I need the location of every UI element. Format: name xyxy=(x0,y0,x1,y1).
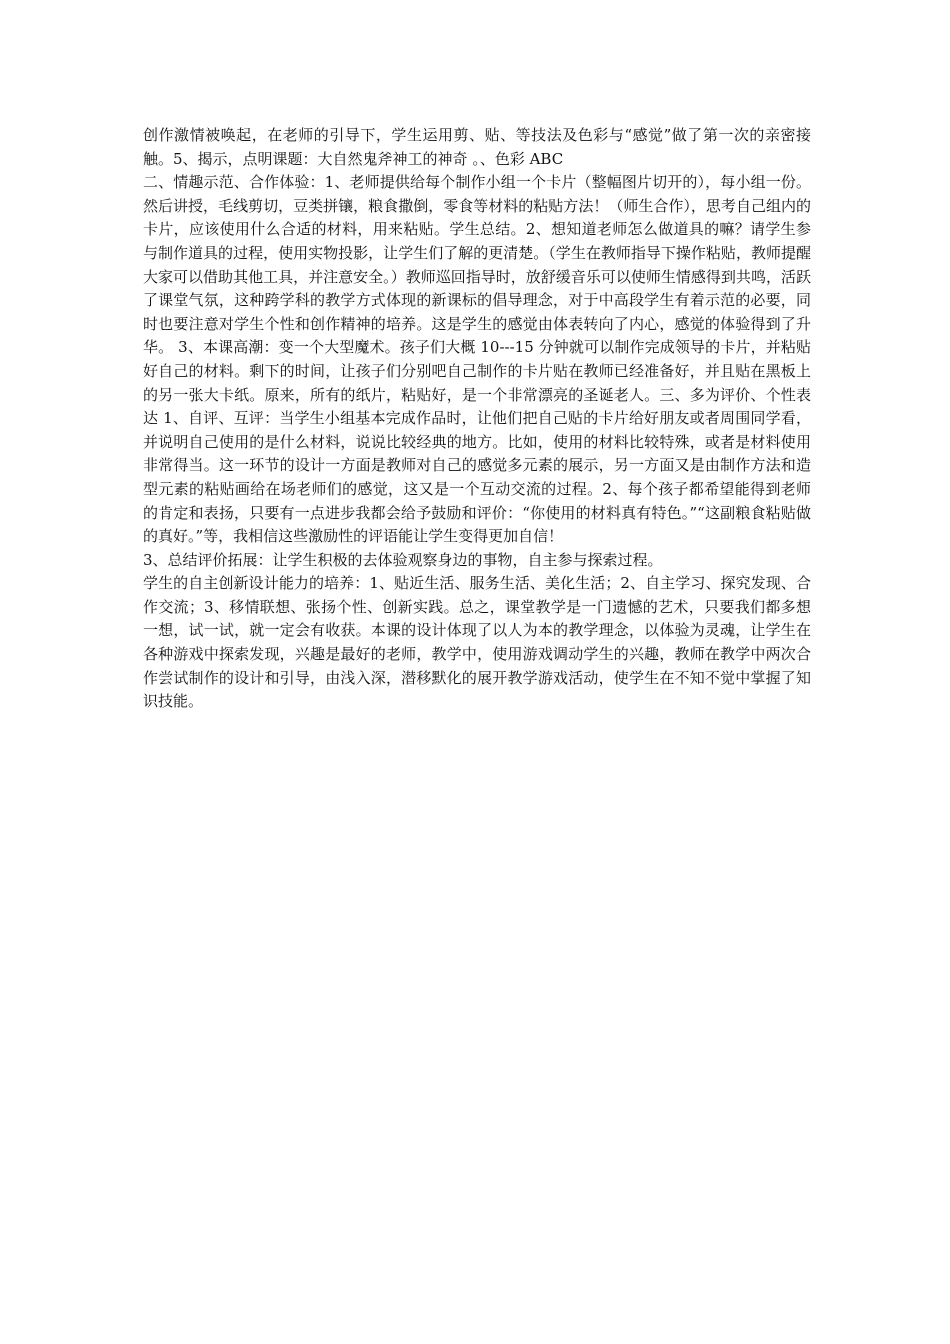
paragraph-section-two: 二、情趣示范、合作体验：1、老师提供给每个制作小组一个卡片（整幅图片切开的），每小组一份。然后讲授，毛线剪切，豆类拼镶，粮食撒倒，零食等材料的粘贴方法！（师生合作），思考自己组内的卡片，应该使用什么合适的材料，用来粘贴。学生总结。2、想知道老师怎么做道具的嘛？请学生参与制作道具的过程，使用实物投影，让学生们了解的更清楚。（学生在教师指导下操作粘贴，教师提醒大家可以借助其他工具，并注意安全。）教师巡回指导时，放舒缓音乐可以使师生情感得到共鸣，活跃了课堂气氛，这种跨学科的教学方式体现的新课标的倡导理念，对于中高段学生有着示范的必要，同时也要注意对学生个性和创作精神的培养。这是学生的感觉由体表转向了内心，感觉的体验得到了升华。 3、本课高潮：变一个大型魔术。孩子们大概 10---15 分钟就可以制作完成领导的卡片，并粘贴好自己的材料。剩下的时间，让孩子们分别吧自己制作的卡片贴在教师已经准备好，并且贴在黑板上的另一张大卡纸。原来，所有的纸片，粘贴好，是一个非常漂亮的圣诞老人。三、多为评价、个性表达 1、自评、互评：当学生小组基本完成作品时，让他们把自己贴的卡片给好朋友或者周围同学看，并说明自己使用的是什么材料，说说比较经典的地方。比如，使用的材料比较特殊，或者是材料使用非常得当。这一环节的设计一方面是教师对自己的感觉多元素的展示，另一方面又是由制作方法和造型元素的粘贴画给在场老师们的感觉，这又是一个互动交流的过程。2、每个孩子都希望能得到老师的肯定和表扬，只要有一点进步我都会给予鼓励和评价：“你使用的材料真有特色。”“这副粮食粘贴做的真好。”等，我相信这些激励性的评语能让学生变得更加自信！ xyxy=(143,173,811,546)
paragraph-summary-extension: 3、总结评价拓展：让学生积极的去体验观察身边的事物，自主参与探索过程。 xyxy=(143,550,663,569)
document-body xyxy=(143,124,811,714)
paragraph-intro: 创作激情被唤起，在老师的引导下，学生运用剪、贴、等技法及色彩与“感觉”做了第一次的亲密接触。5、揭示，点明课题：大自然鬼斧神工的神奇 。、色彩 ABC xyxy=(143,126,811,168)
paragraph-conclusion: 学生的自主创新设计能力的培养：1、贴近生活、服务生活、美化生活；2、自主学习、探究发现、合作交流；3、移情联想、张扬个性、创新实践。总之，课堂教学是一门遗憾的艺术，只要我们都多想一想，试一试，就一定会有收获。本课的设计体现了以人为本的教学理念，以体验为灵魂，让学生在各种游戏中探索发现，兴趣是最好的老师，教学中，使用游戏调动学生的兴趣，教师在教学中两次合作尝试制作的设计和引导，由浅入深，潜移默化的展开教学游戏活动，使学生在不知不觉中掌握了知识技能。 xyxy=(143,574,811,711)
